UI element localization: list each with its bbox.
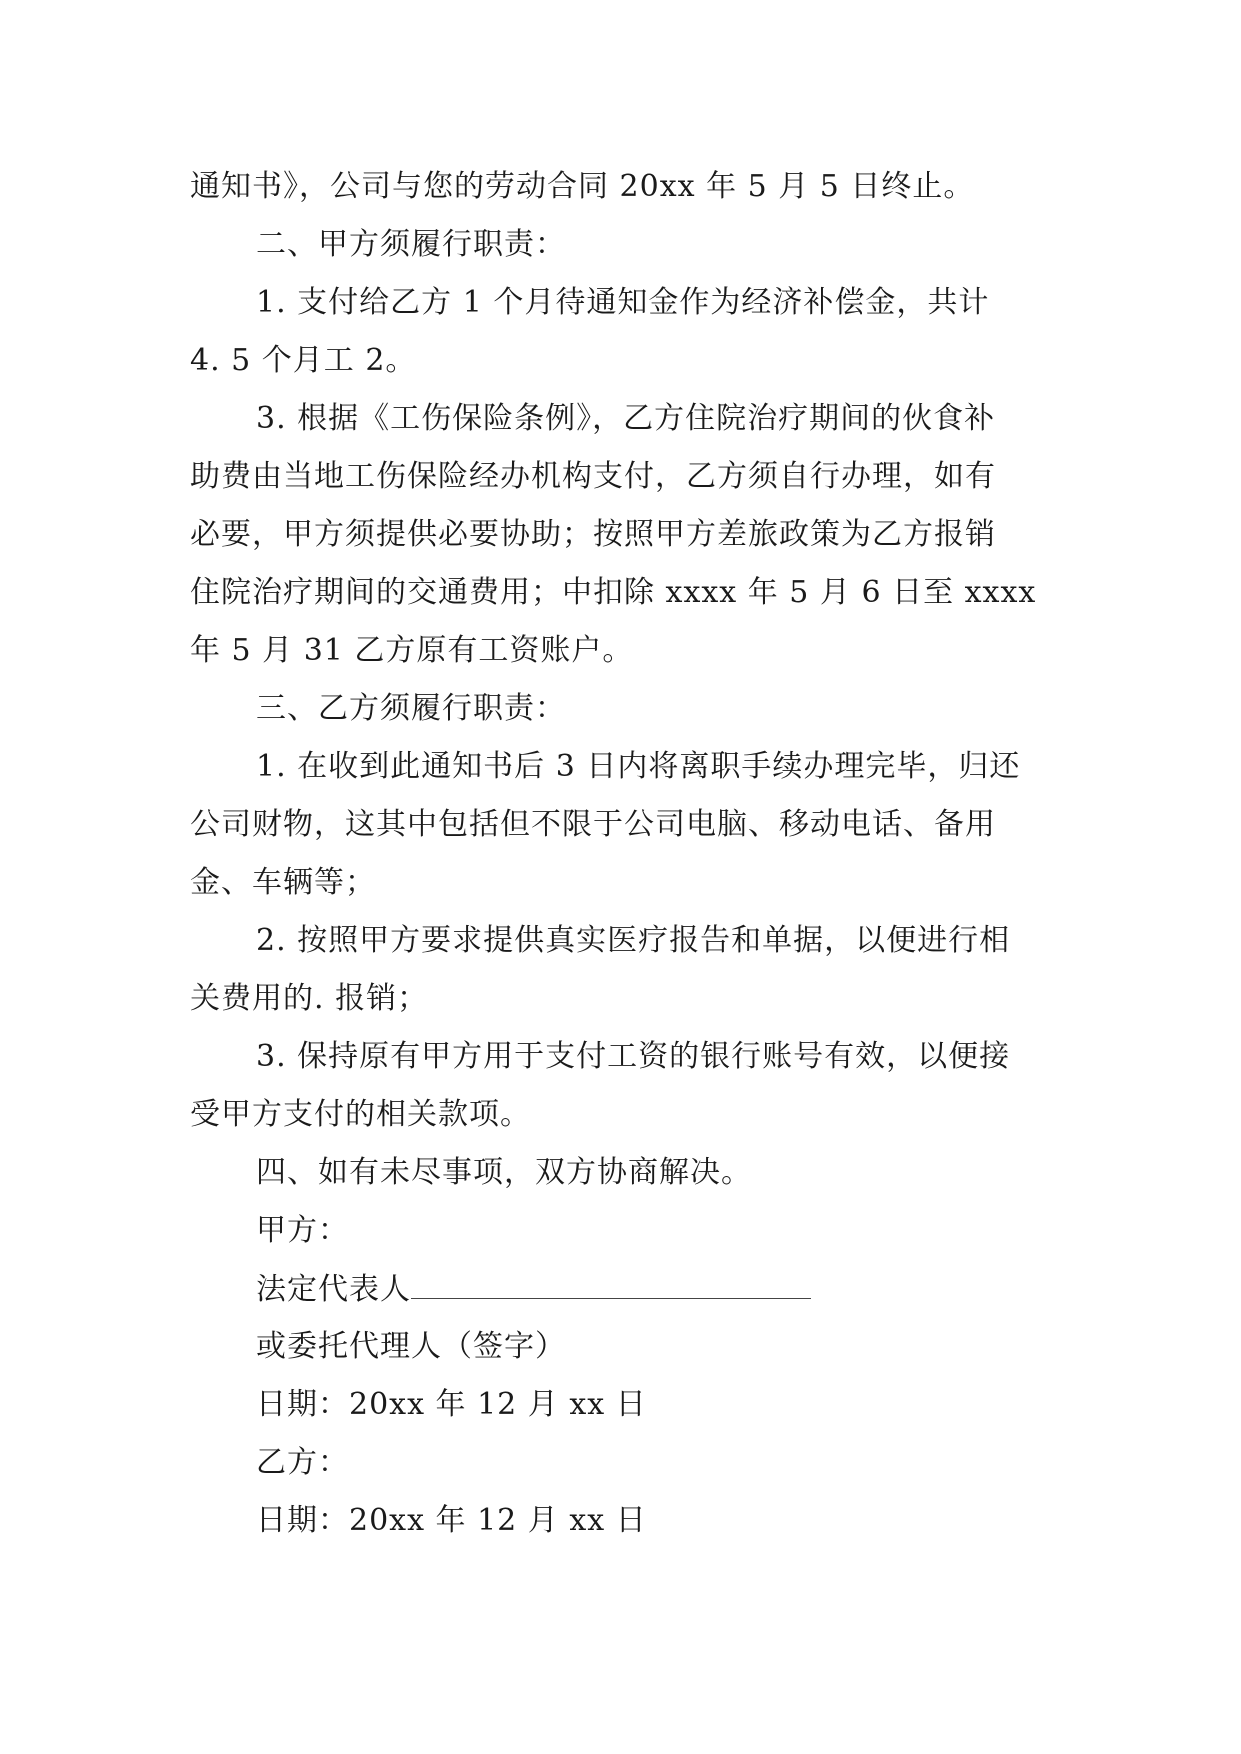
clause-2-1-cont: 4. 5 个月工 2。 (190, 343, 417, 378)
clause-2-1: 1. 支付给乙方 1 个月待通知金作为经济补偿金，共计 (256, 285, 990, 320)
clause-2-3-cont-3: 住院治疗期间的交通费用；中扣除 xxxx 年 5 月 6 日至 xxxx (190, 575, 1037, 610)
clause-3-2: 2. 按照甲方要求提供真实医疗报告和单据，以便进行相 (256, 923, 1011, 958)
section-heading-3: 三、乙方须履行职责： (256, 691, 566, 726)
signature-blank-line (411, 1260, 811, 1299)
clause-2-3-cont-2: 必要，甲方须提供必要协助；按照甲方差旅政策为乙方报销 (190, 517, 996, 552)
document-page (190, 158, 1050, 1550)
date-b: 日期：20xx 年 12 月 xx 日 (256, 1503, 647, 1538)
section-heading-2: 二、甲方须履行职责： (256, 227, 566, 262)
party-a-label: 甲方： (256, 1213, 349, 1248)
party-b-label: 乙方： (256, 1445, 349, 1480)
clause-2-3: 3. 根据《工伤保险条例》，乙方住院治疗期间的伙食补 (256, 401, 996, 436)
body-line-1: 通知书》，公司与您的劳动合同 20xx 年 5 月 5 日终止。 (190, 169, 975, 204)
clause-2-3-cont-1: 助费由当地工伤保险经办机构支付，乙方须自行办理，如有 (190, 459, 996, 494)
section-heading-4: 四、如有未尽事项，双方协商解决。 (256, 1155, 752, 1190)
legal-rep-row (190, 1260, 1050, 1318)
legal-rep-label: 法定代表人 (256, 1272, 411, 1307)
clause-3-1: 1. 在收到此通知书后 3 日内将离职手续办理完毕，归还 (256, 749, 1021, 784)
clause-2-3-cont-4: 年 5 月 31 乙方原有工资账户。 (190, 633, 634, 668)
date-a: 日期：20xx 年 12 月 xx 日 (256, 1387, 647, 1422)
agent-label: 或委托代理人（签字） (256, 1329, 566, 1364)
clause-3-2-cont: 关费用的. 报销； (190, 981, 429, 1016)
clause-3-3: 3. 保持原有甲方用于支付工资的银行账号有效，以便接 (256, 1039, 1011, 1074)
clause-3-1-cont-1: 公司财物，这其中包括但不限于公司电脑、移动电话、备用 (190, 807, 996, 842)
clause-3-3-cont: 受甲方支付的相关款项。 (190, 1097, 531, 1132)
clause-3-1-cont-2: 金、车辆等； (190, 865, 376, 900)
